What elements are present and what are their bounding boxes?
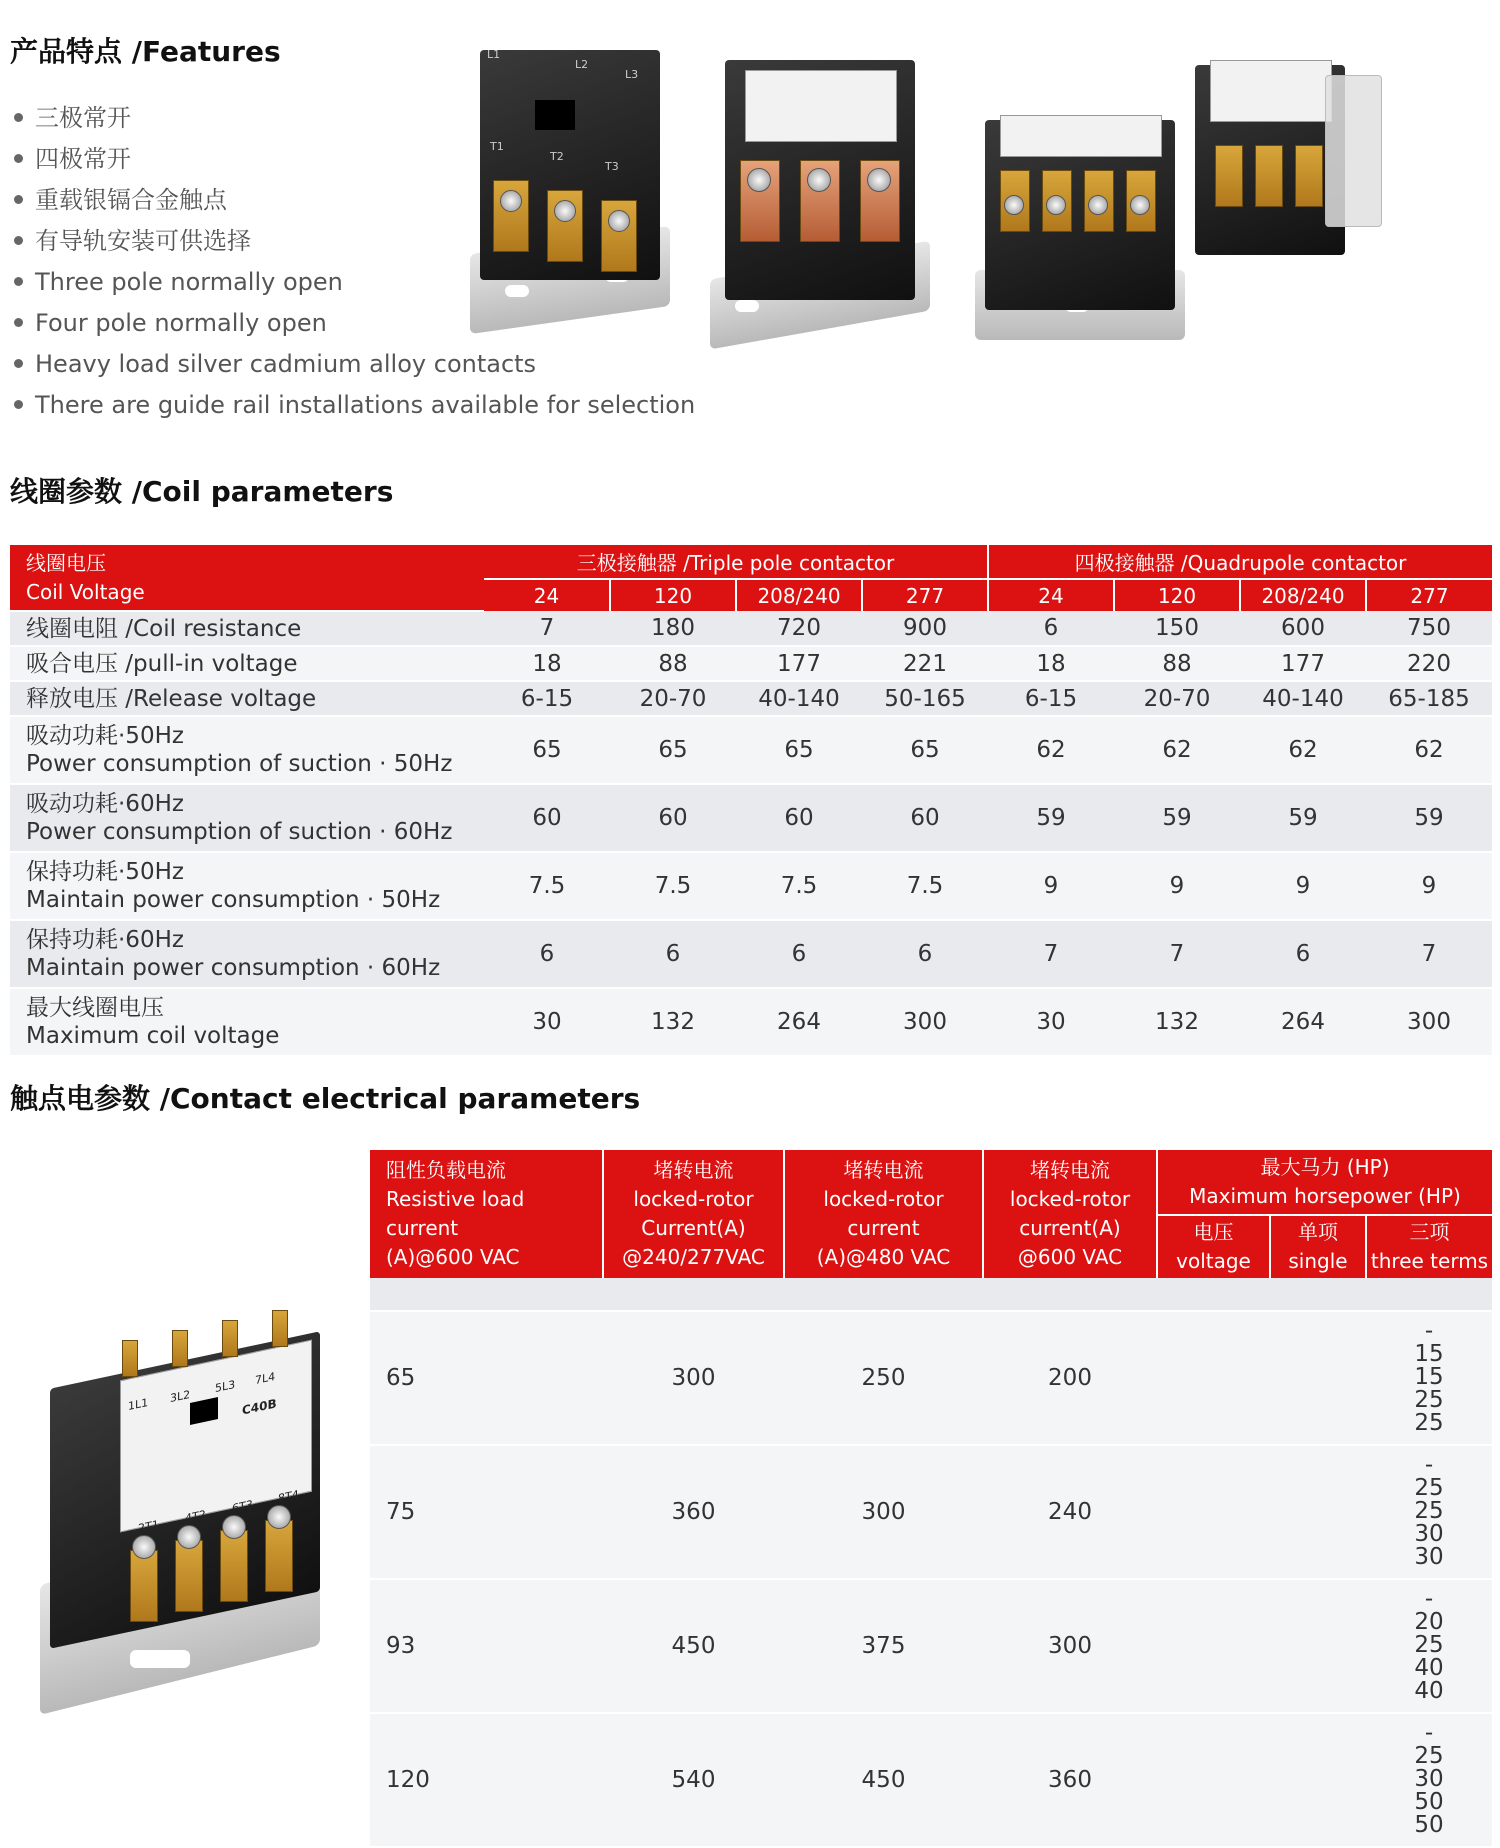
table-cell: 600	[1240, 611, 1366, 646]
coil-parameters-table	[10, 545, 1492, 1057]
table-cell: 62	[1114, 716, 1240, 784]
table-cell: 540	[603, 1713, 784, 1847]
quad-pole-header: 四极接触器 /Quadrupole contactor	[988, 545, 1492, 579]
table-cell	[1157, 1713, 1270, 1847]
bullet-icon	[14, 277, 23, 286]
table-cell: 200	[983, 1311, 1157, 1445]
table-cell: 360	[603, 1445, 784, 1579]
table-cell: 65	[610, 716, 736, 784]
table-cell: 900	[862, 611, 988, 646]
table-row	[10, 784, 1492, 852]
row-label: 吸合电压 /pull-in voltage	[10, 646, 484, 681]
product-image-c40b: 1L1 3L2 5L3 7L4 C40B 2T1 4T2 6T3 8T4	[10, 1320, 360, 1700]
table-cell: 9	[1114, 852, 1240, 920]
table-cell	[1270, 1311, 1366, 1445]
table-row	[10, 716, 1492, 784]
contact-title: 触点电参数 /Contact electrical parameters	[10, 1082, 641, 1115]
resistive-current-header: 阻性负载电流 Resistive load current (A)@600 VAC	[370, 1150, 603, 1278]
hp-values-cell: - 25 25 30 30	[1366, 1445, 1492, 1579]
hp-voltage-header: 电压 voltage	[1157, 1215, 1270, 1278]
bullet-icon	[14, 195, 23, 204]
table-row	[370, 1445, 1492, 1579]
table-cell: 7.5	[484, 852, 610, 920]
feature-item: 重载银镉合金触点	[10, 180, 695, 221]
bullet-icon	[14, 400, 23, 409]
table-cell: 60	[736, 784, 862, 852]
product-image-3pole-labeled	[705, 50, 935, 340]
table-cell: 7.5	[862, 852, 988, 920]
table-cell: 65	[862, 716, 988, 784]
hp-values-cell: - 20 25 40 40	[1366, 1579, 1492, 1713]
table-row	[370, 1713, 1492, 1847]
table-cell: 450	[784, 1713, 983, 1847]
table-cell: 93	[370, 1579, 603, 1713]
table-cell: 7	[988, 920, 1114, 988]
table-cell: 7.5	[736, 852, 862, 920]
row-label: 释放电压 /Release voltage	[10, 681, 484, 716]
voltage-header: 24	[484, 579, 610, 611]
voltage-header: 277	[1366, 579, 1492, 611]
table-cell: 59	[1240, 784, 1366, 852]
feature-item: There are guide rail installations available for selection	[10, 385, 695, 426]
max-horsepower-header: 最大马力 (HP) Maximum horsepower (HP)	[1157, 1150, 1492, 1215]
table-row	[370, 1579, 1492, 1713]
row-label: 吸动功耗·50Hz Power consumption of suction · 50Hz	[10, 716, 484, 784]
voltage-header: 24	[988, 579, 1114, 611]
table-cell: 250	[784, 1311, 983, 1445]
row-label: 线圈电阻 /Coil resistance	[10, 611, 484, 646]
table-cell: 120	[370, 1713, 603, 1847]
table-cell: 59	[988, 784, 1114, 852]
table-cell: 6-15	[988, 681, 1114, 716]
table-cell	[1270, 1713, 1366, 1847]
bullet-icon	[14, 113, 23, 122]
table-cell: 221	[862, 646, 988, 681]
table-cell: 20-70	[1114, 681, 1240, 716]
table-cell	[1270, 1445, 1366, 1579]
table-cell	[1157, 1445, 1270, 1579]
product-image-3pole: L1 L2 L3 T1 T2 T3	[465, 40, 675, 330]
table-cell: 65	[736, 716, 862, 784]
table-cell: 300	[784, 1445, 983, 1579]
triple-pole-header: 三极接触器 /Triple pole contactor	[484, 545, 988, 579]
features-title: 产品特点 /Features	[10, 35, 281, 68]
table-cell: 177	[1240, 646, 1366, 681]
hp-three-header: 三项 three terms	[1366, 1215, 1492, 1278]
table-row	[10, 988, 1492, 1056]
table-cell: 9	[1240, 852, 1366, 920]
table-cell: 177	[736, 646, 862, 681]
table-cell: 375	[784, 1579, 983, 1713]
table-row	[10, 852, 1492, 920]
feature-item: Four pole normally open	[10, 303, 695, 344]
row-label: 保持功耗·50Hz Maintain power consumption · 50Hz	[10, 852, 484, 920]
table-cell: 75	[370, 1445, 603, 1579]
table-cell: 65	[370, 1311, 603, 1445]
bullet-icon	[14, 359, 23, 368]
table-cell: 88	[610, 646, 736, 681]
table-cell: 450	[603, 1579, 784, 1713]
table-cell: 9	[1366, 852, 1492, 920]
table-cell: 7	[484, 611, 610, 646]
table-cell: 18	[988, 646, 1114, 681]
bullet-icon	[14, 236, 23, 245]
table-cell: 30	[484, 988, 610, 1056]
voltage-header: 120	[1114, 579, 1240, 611]
table-cell: 264	[1240, 988, 1366, 1056]
table-cell: 220	[1366, 646, 1492, 681]
table-cell: 6	[988, 611, 1114, 646]
table-cell: 20-70	[610, 681, 736, 716]
table-cell: 360	[983, 1713, 1157, 1847]
bullet-icon	[14, 318, 23, 327]
table-cell: 6	[610, 920, 736, 988]
table-cell: 132	[1114, 988, 1240, 1056]
table-cell: 50-165	[862, 681, 988, 716]
table-cell: 40-140	[1240, 681, 1366, 716]
table-cell: 60	[862, 784, 988, 852]
table-row	[10, 920, 1492, 988]
coil-voltage-header: 线圈电压 Coil Voltage	[10, 545, 484, 611]
hp-single-header: 单项 single	[1270, 1215, 1366, 1278]
table-cell: 264	[736, 988, 862, 1056]
feature-item: Heavy load silver cadmium alloy contacts	[10, 344, 695, 385]
table-cell: 150	[1114, 611, 1240, 646]
table-cell	[1270, 1579, 1366, 1713]
table-cell: 62	[1366, 716, 1492, 784]
table-cell: 720	[736, 611, 862, 646]
hp-values-cell: - 15 15 25 25	[1366, 1311, 1492, 1445]
table-cell: 7	[1114, 920, 1240, 988]
table-row	[10, 611, 1492, 646]
table-spacer-row	[370, 1278, 1492, 1311]
table-cell: 18	[484, 646, 610, 681]
product-image-3pole-cover	[1185, 35, 1385, 265]
feature-item: Three pole normally open	[10, 262, 695, 303]
table-cell: 750	[1366, 611, 1492, 646]
table-cell: 60	[484, 784, 610, 852]
table-row	[10, 681, 1492, 716]
table-cell: 6	[484, 920, 610, 988]
table-cell: 62	[988, 716, 1114, 784]
table-cell: 9	[988, 852, 1114, 920]
locked-rotor-240-header: 堵转电流 locked-rotor Current(A) @240/277VAC	[603, 1150, 784, 1278]
table-cell: 6-15	[484, 681, 610, 716]
table-cell: 59	[1114, 784, 1240, 852]
product-image-4pole	[970, 100, 1190, 350]
locked-rotor-480-header: 堵转电流 locked-rotor current (A)@480 VAC	[784, 1150, 983, 1278]
table-cell: 7.5	[610, 852, 736, 920]
table-cell: 88	[1114, 646, 1240, 681]
table-cell: 59	[1366, 784, 1492, 852]
voltage-header: 208/240	[736, 579, 862, 611]
table-cell	[1157, 1311, 1270, 1445]
feature-item: 四极常开	[10, 139, 695, 180]
table-cell: 300	[603, 1311, 784, 1445]
hp-values-cell: - 25 30 50 50	[1366, 1713, 1492, 1847]
voltage-header: 120	[610, 579, 736, 611]
table-cell: 6	[862, 920, 988, 988]
table-cell: 180	[610, 611, 736, 646]
table-cell	[1157, 1579, 1270, 1713]
row-label: 保持功耗·60Hz Maintain power consumption · 60Hz	[10, 920, 484, 988]
table-cell: 62	[1240, 716, 1366, 784]
table-cell: 300	[983, 1579, 1157, 1713]
table-row	[370, 1311, 1492, 1445]
feature-item: 有导轨安装可供选择	[10, 221, 695, 262]
feature-item: 三极常开	[10, 98, 695, 139]
table-row	[10, 646, 1492, 681]
table-cell: 300	[862, 988, 988, 1056]
contact-parameters-table	[370, 1150, 1492, 1848]
table-cell: 60	[610, 784, 736, 852]
row-label: 吸动功耗·60Hz Power consumption of suction · 60Hz	[10, 784, 484, 852]
table-cell: 65-185	[1366, 681, 1492, 716]
table-cell: 40-140	[736, 681, 862, 716]
table-cell: 30	[988, 988, 1114, 1056]
locked-rotor-600-header: 堵转电流 locked-rotor current(A) @600 VAC	[983, 1150, 1157, 1278]
table-cell: 300	[1366, 988, 1492, 1056]
row-label: 最大线圈电压 Maximum coil voltage	[10, 988, 484, 1056]
table-cell: 132	[610, 988, 736, 1056]
table-cell: 240	[983, 1445, 1157, 1579]
bullet-icon	[14, 154, 23, 163]
table-cell: 6	[736, 920, 862, 988]
table-cell: 65	[484, 716, 610, 784]
table-cell: 6	[1240, 920, 1366, 988]
voltage-header: 277	[862, 579, 988, 611]
coil-title: 线圈参数 /Coil parameters	[10, 475, 394, 508]
voltage-header: 208/240	[1240, 579, 1366, 611]
table-cell: 7	[1366, 920, 1492, 988]
